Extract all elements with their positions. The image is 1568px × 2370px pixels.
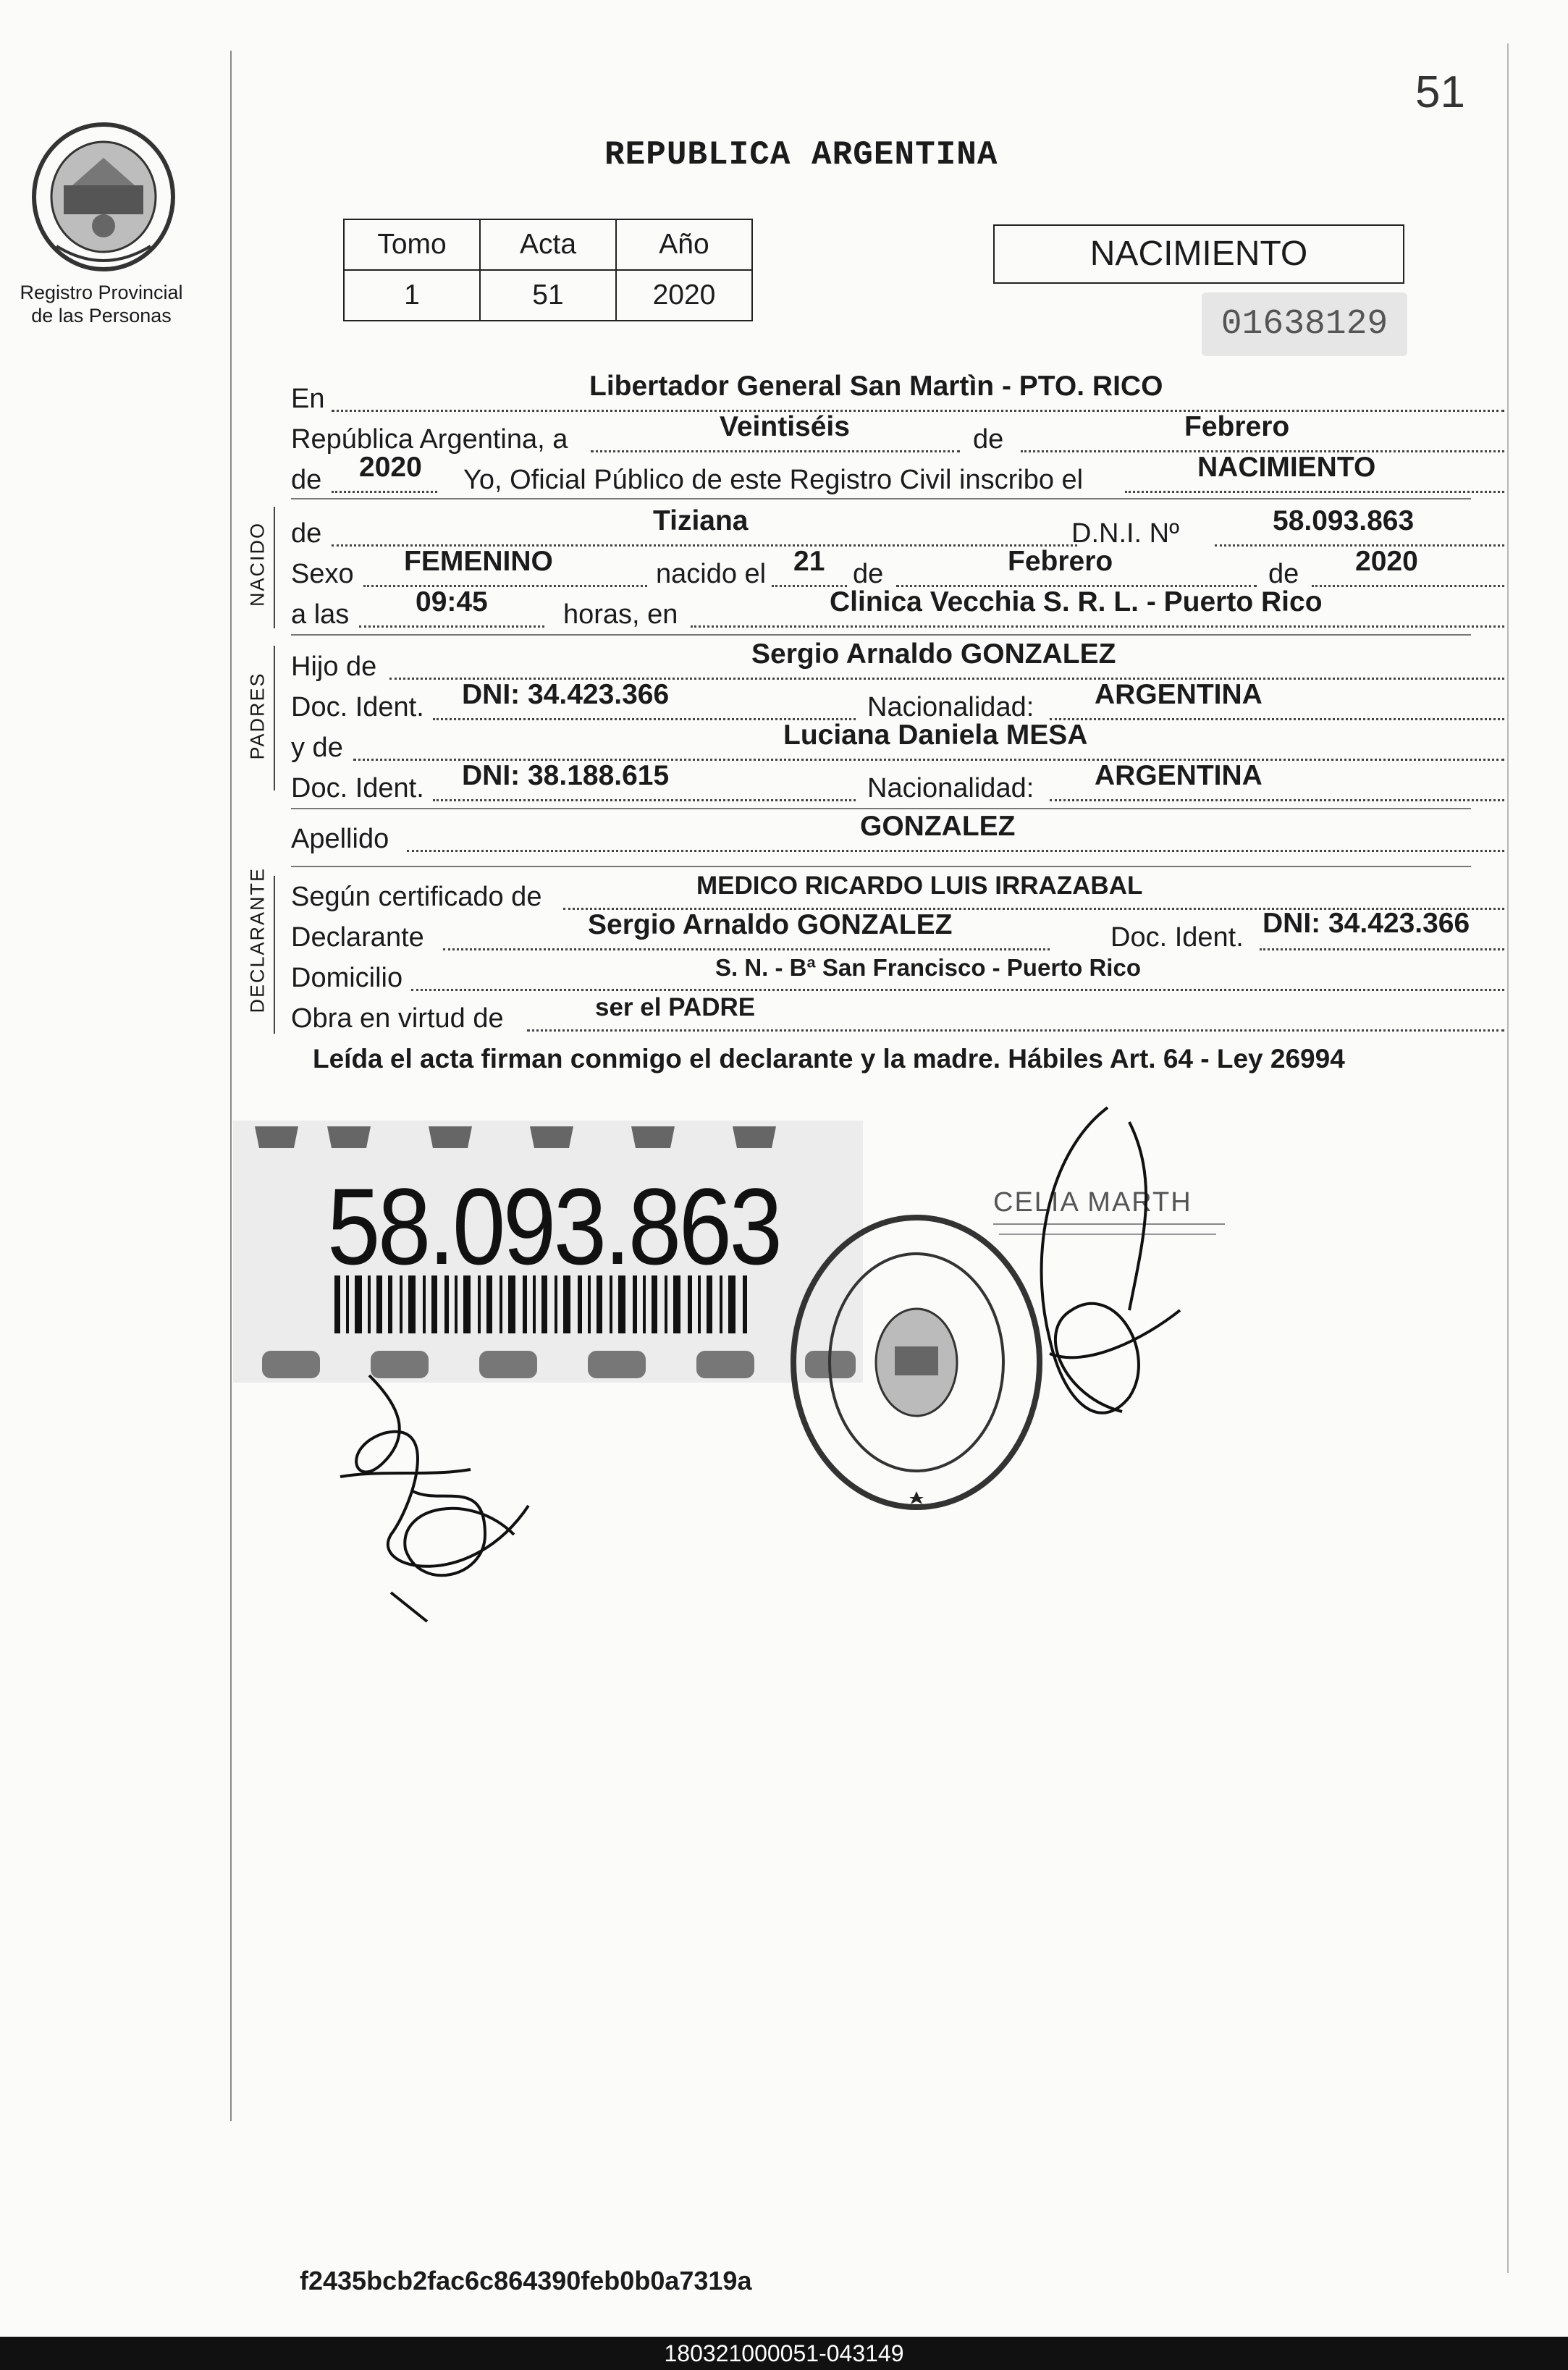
document-hash: f2435bcb2fac6c864390feb0b0a7319a bbox=[300, 2266, 752, 2295]
birth-time: 09:45 bbox=[416, 586, 488, 617]
de-label: de bbox=[973, 424, 1004, 455]
mother-nationality: ARGENTINA bbox=[1095, 760, 1263, 791]
mother-doc-label: Doc. Ident. bbox=[291, 773, 424, 804]
footer-code: 180321000051-043149 bbox=[0, 2337, 1568, 2370]
value-acta: 51 bbox=[480, 270, 616, 321]
left-margin-rule bbox=[230, 51, 232, 2121]
field-en bbox=[291, 371, 1568, 417]
birth-place: Clinica Vecchia S. R. L. - Puerto Rico bbox=[830, 586, 1323, 617]
decl-label: Declarante bbox=[291, 922, 424, 953]
field-mother-doc bbox=[291, 760, 1568, 806]
father-nationality: ARGENTINA bbox=[1095, 679, 1263, 710]
horas-label: horas, en bbox=[563, 599, 678, 630]
dom-label: Domicilio bbox=[291, 963, 403, 993]
mother-doc: DNI: 38.188.615 bbox=[462, 760, 670, 791]
field-domicilio bbox=[291, 956, 1568, 996]
sexo-label: Sexo bbox=[291, 559, 354, 589]
birth-month: Febrero bbox=[1008, 546, 1113, 577]
obra-label: Obra en virtud de bbox=[291, 1003, 504, 1034]
birth-de-label: de bbox=[853, 559, 884, 589]
y-de-label: y de bbox=[291, 733, 343, 763]
birth-day: 21 bbox=[793, 546, 825, 577]
dom-value: S. N. - Bª San Francisco - Puerto Rico bbox=[715, 954, 1141, 981]
decl-doc-label: Doc. Ident. bbox=[1110, 922, 1244, 953]
day-value: Veintiséis bbox=[720, 411, 850, 442]
republica-label: República Argentina, a bbox=[291, 424, 568, 455]
province-seal-logo bbox=[28, 116, 180, 275]
child-name: Tiziana bbox=[653, 505, 749, 536]
office-line-1: Registro Provincial bbox=[20, 282, 183, 303]
cert-value: MEDICO RICARDO LUIS IRRAZABAL bbox=[696, 872, 1143, 900]
field-inscribo bbox=[291, 452, 1568, 498]
official-signature bbox=[941, 1093, 1216, 1513]
place-value: Libertador General San Martìn - PTO. RICO bbox=[589, 371, 1163, 402]
nacido-de-label: de bbox=[291, 518, 322, 549]
nacido-el-label: nacido el bbox=[656, 559, 767, 589]
de2-label: de bbox=[291, 465, 322, 495]
official-name-stamp: CELIA MARTH bbox=[993, 1187, 1192, 1218]
year-value: 2020 bbox=[359, 452, 422, 483]
field-obra bbox=[291, 993, 1568, 1037]
field-nacido-hora bbox=[291, 586, 1568, 633]
field-apellido bbox=[291, 811, 1568, 857]
obra-value: ser el PADRE bbox=[595, 993, 756, 1021]
section-padres-label: PADRES bbox=[246, 672, 269, 760]
a-las-label: a las bbox=[291, 599, 350, 630]
page-number: 51 bbox=[1415, 67, 1465, 117]
decl-value: Sergio Arnaldo GONZALEZ bbox=[588, 909, 953, 940]
birth-de-label-2: de bbox=[1268, 559, 1299, 589]
birth-year: 2020 bbox=[1355, 546, 1418, 577]
child-dni: 58.093.863 bbox=[1273, 505, 1415, 536]
apellido-label: Apellido bbox=[291, 824, 389, 854]
section-declarante-label: DECLARANTE bbox=[246, 866, 269, 1013]
record-type-box: NACIMIENTO bbox=[993, 224, 1404, 284]
inscribo-value: NACIMIENTO bbox=[1197, 452, 1376, 483]
registry-table bbox=[343, 219, 753, 321]
field-declarante bbox=[291, 908, 1568, 956]
declarant-signature bbox=[326, 1361, 565, 1636]
en-label: En bbox=[291, 384, 325, 414]
header-acta: Acta bbox=[480, 219, 616, 270]
closing-statement: Leída el acta firman conmigo el declarante y la madre. Hábiles Art. 64 - Ley 26994 bbox=[313, 1044, 1345, 1074]
header-tomo: Tomo bbox=[344, 219, 480, 270]
mother-name: Luciana Daniela MESA bbox=[783, 720, 1088, 751]
dni-label: D.N.I. Nº bbox=[1071, 518, 1179, 549]
father-doc: DNI: 34.423.366 bbox=[462, 679, 670, 710]
cert-label: Según certificado de bbox=[291, 882, 542, 912]
oficial-text: Yo, Oficial Público de este Registro Civil inscribo el bbox=[463, 465, 1084, 495]
barcode-dni-number: 58.093.863 bbox=[327, 1165, 780, 1287]
apellido-value: GONZALEZ bbox=[860, 811, 1016, 842]
hijo-de-label: Hijo de bbox=[291, 651, 377, 682]
office-line-2: de las Personas bbox=[31, 305, 172, 326]
serial-number: 01638129 bbox=[1202, 292, 1407, 356]
father-name: Sergio Arnaldo GONZALEZ bbox=[751, 638, 1116, 670]
value-ano: 2020 bbox=[616, 270, 752, 321]
header-ano: Año bbox=[616, 219, 752, 270]
section-nacido-label: NACIDO bbox=[246, 522, 269, 607]
month-value: Febrero bbox=[1184, 411, 1290, 442]
father-doc-label: Doc. Ident. bbox=[291, 692, 424, 722]
registry-office-caption bbox=[0, 281, 203, 327]
mother-nat-label: Nacionalidad: bbox=[867, 773, 1034, 804]
value-tomo: 1 bbox=[344, 270, 480, 321]
document-title: REPUBLICA ARGENTINA bbox=[604, 136, 998, 174]
decl-doc-value: DNI: 34.423.366 bbox=[1263, 908, 1470, 939]
field-date bbox=[291, 411, 1568, 457]
sexo-value: FEMENINO bbox=[404, 546, 553, 577]
father-nat-label: Nacionalidad: bbox=[867, 692, 1034, 722]
